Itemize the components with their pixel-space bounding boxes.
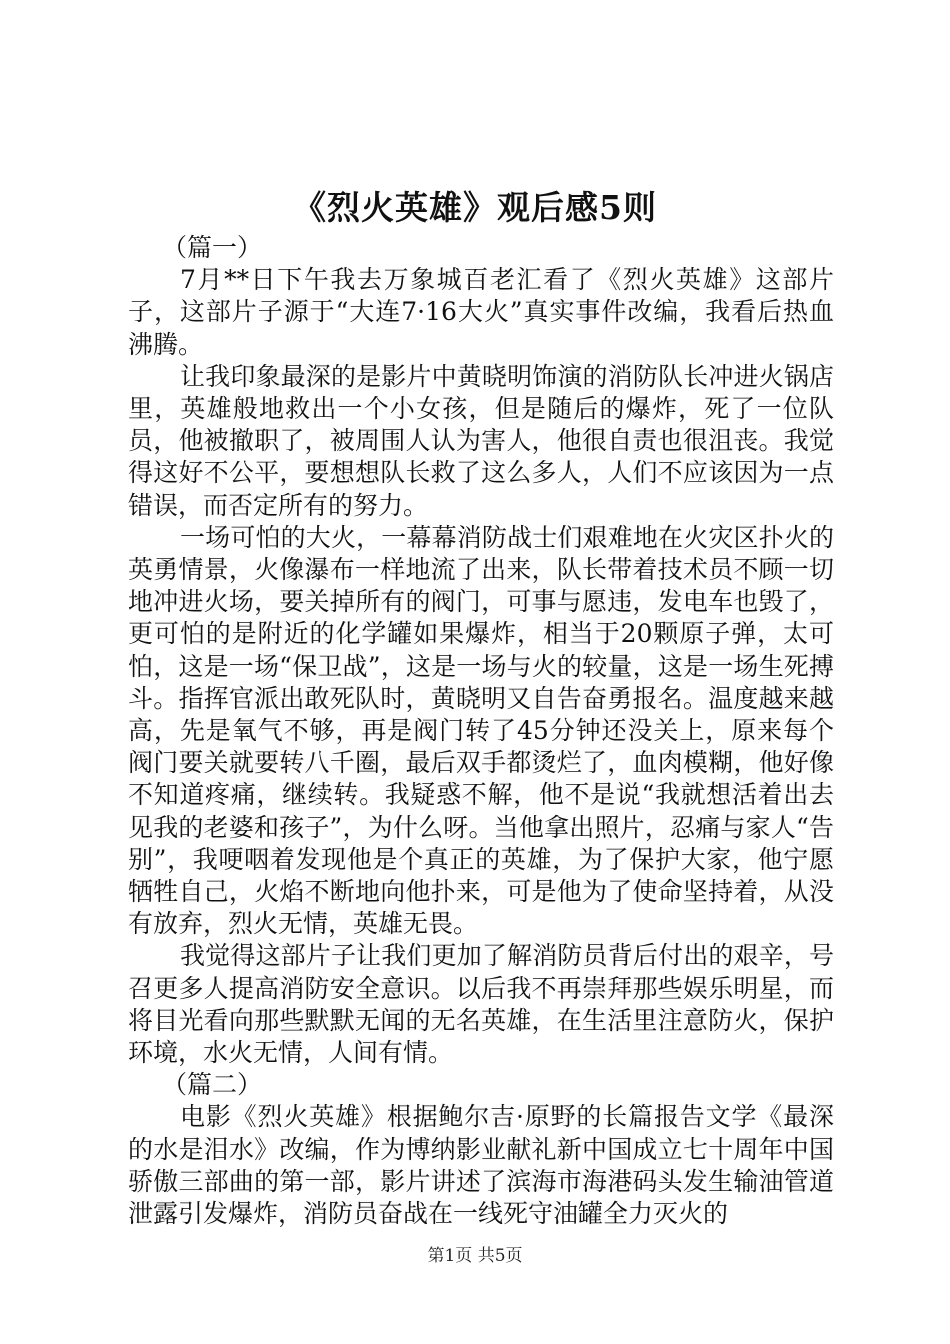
paragraph: 电影《烈火英雄》根据鲍尔吉·原野的长篇报告文学《最深的水是泪水》改编，作为博纳影业献礼新中国成立七十周年中国骄傲三部曲的第一部，影片讲述了滨海市海港码头发生输油管道泄露引发爆炸，消防员奋战在一线死守油罐全力灭火的 [128, 1102, 834, 1229]
paragraph: 让我印象最深的是影片中黄晓明饰演的消防队长冲进火锅店里，英雄般地救出一个小女孩，但是随后的爆炸，死了一位队员，他被撤职了，被周围人认为害人，他很自责也很沮丧。我觉得这好不公平，要想想队长救了这么多人，人们不应该因为一点错误，而否定所有的努力。 [128, 361, 834, 520]
page-title: 《烈火英雄》观后感5则 [293, 188, 657, 227]
paragraph: 一场可怕的大火，一幕幕消防战士们艰难地在火灾区扑火的英勇情景，火像瀑布一样地流了出来，队长带着技术员不顾一切地冲进火场，要关掉所有的阀门，可事与愿违，发电车也毁了，更可怕的是附近的化学罐如果爆炸，相当于20颗原子弹，太可怕，这是一场“保卫战”，这是一场与火的较量，这是一场生死搏斗。指挥官派出敢死队时，黄晓明又自告奋勇报名。温度越来越高，先是氧气不够，再是阀门转了45分钟还没关上，原来每个阀门要关就要转八千圈，最后双手都烫烂了，血肉模糊，他好像不知道疼痛，继续转。我疑惑不解，他不是说“我就想活着出去见我的老婆和孩子”，为什么呀。当他拿出照片，忍痛与家人“告别”，我哽咽着发现他是个真正的英雄，为了保护大家，他宁愿牺牲自己，火焰不断地向他扑来，可是他为了使命坚持着，从没有放弃，烈火无情，英雄无畏。 [128, 522, 834, 939]
document-body [128, 232, 834, 1230]
paragraph: 7月**日下午我去万象城百老汇看了《烈火英雄》这部片子，这部片子源于“大连7·16大火”真实事件改编，我看后热血沸腾。 [128, 265, 834, 359]
paragraph: 我觉得这部片子让我们更加了解消防员背后付出的艰辛，号召更多人提高消防安全意识。以后我不再崇拜那些娱乐明星，而将目光看向那些默默无闻的无名英雄，在生活里注意防火，保护环境，水火无情，人间有情。 [128, 941, 834, 1068]
section-label-2: （篇二） [162, 1070, 263, 1100]
section-label-1: （篇一） [162, 233, 263, 262]
page-number-footer: 第1页 共5页 [427, 1246, 523, 1266]
